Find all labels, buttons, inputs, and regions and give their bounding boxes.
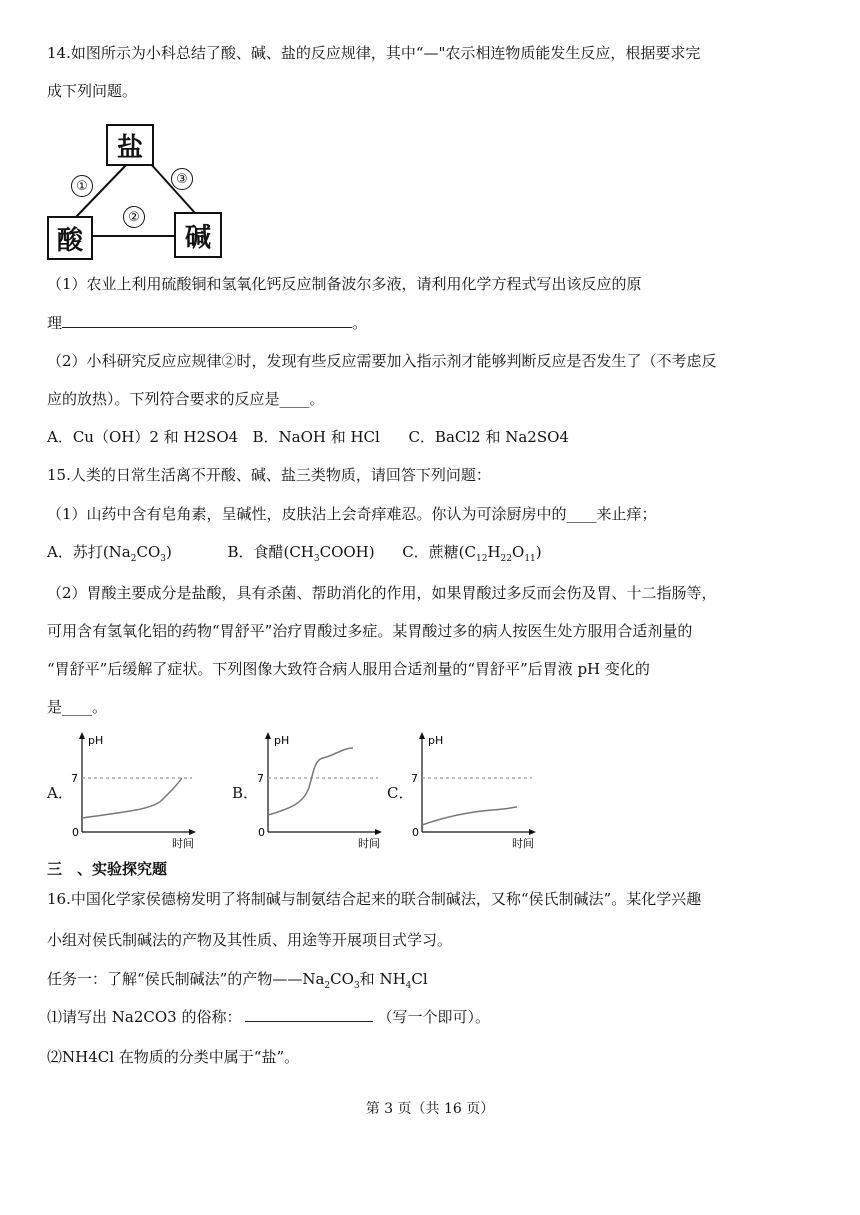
- q14-line1: 14.如图所示为小科总结了酸、碱、盐的反应规律，其中“—"农示相连物质能发生反应，根据要求完: [47, 44, 701, 62]
- q15-p2-line2: 可用含有氢氧化铝的药物“胃舒平”治疗胃酸过多症。某胃酸过多的病人按医生处方服用合适剂量的: [47, 622, 693, 640]
- q16-s2: ⑵NH4Cl 在物质的分类中属于“盐”。: [47, 1048, 300, 1066]
- q16-line1: 16.中国化学家侯德榜发明了将制碱与制氨结合起来的联合制碱法，又称“侯氏制碱法”。某化学兴趣: [47, 890, 702, 908]
- page-footer: 第 3 页（共 16 页）: [365, 1101, 495, 1117]
- graph-b-xlabel: 时间: [358, 837, 380, 850]
- circle-1: ①: [71, 175, 93, 197]
- reaction-diagram: [40, 118, 225, 260]
- q15-p2-line1: （2）胃酸主要成分是盐酸，具有杀菌、帮助消化的作用，如果胃酸过多反而会伤及胃、十二指肠等，: [47, 584, 717, 602]
- q16-s1: ⑴请写出 Na2CO3 的俗称： （写一个即可）。: [47, 1008, 490, 1026]
- q14-options: A．Cu（OH）2 和 H2SO4 B．NaOH 和 HCl C．BaCl2 和 Na2SO4: [47, 428, 569, 446]
- graph-b-ylabel: pH: [274, 734, 290, 747]
- q15-p2-line4: 是____。: [47, 698, 108, 716]
- circle-2: ②: [123, 206, 145, 228]
- graph-b-seven: 7: [257, 772, 264, 785]
- q14-p1-end: 。: [352, 314, 368, 332]
- q16-task1: 任务一：了解“侯氏制碱法”的产物$——Na_2CO_3$和 $NH_4Cl$: [47, 970, 428, 991]
- graph-b-label: B．: [232, 784, 259, 802]
- graph-a-seven: 7: [71, 772, 78, 785]
- q15-opt-b: B．食醋$(CH_3COOH)$: [227, 543, 375, 564]
- q14-line2: 成下列问题。: [47, 82, 138, 100]
- graph-a: [62, 730, 202, 850]
- q15-opt-c: C．蔗糖$(C_{12}H_{22}O_{11})$: [402, 543, 542, 564]
- acid-box: 酸: [47, 216, 93, 260]
- graph-c-zero: 0: [412, 826, 419, 839]
- q14-p1-line1: （1）农业上利用硫酸铜和氢氧化钙反应制备波尔多液，请利用化学方程式写出该反应的原: [47, 275, 642, 293]
- graph-b: [248, 730, 388, 850]
- section-title: 三 、实验探究题: [47, 860, 168, 878]
- q14-p1-li: 理: [47, 314, 63, 332]
- q16-line2: 小组对侯氏制碱法的产物及其性质、用途等开展项目式学习。: [47, 931, 453, 949]
- graph-c-label: C．: [387, 784, 414, 802]
- base-box: 碱: [174, 212, 222, 258]
- graph-a-xlabel: 时间: [172, 837, 194, 850]
- graph-a-zero: 0: [72, 826, 79, 839]
- circle-3: ③: [171, 168, 193, 190]
- answer-blank-equation[interactable]: [62, 313, 352, 328]
- q15-p1-line: （1）山药中含有皂角素，呈碱性，皮肤沾上会奇痒难忍。你认为可涂厨房中的____来止痒；: [47, 505, 657, 523]
- answer-blank-common-name[interactable]: [245, 1007, 373, 1022]
- graph-c-ylabel: pH: [428, 734, 444, 747]
- q14-p1-line2: [47, 312, 367, 334]
- graph-c: [402, 730, 542, 850]
- q15-p2-line3: “胃舒平”后缓解了症状。下列图像大致符合病人服用合适剂量的“胃舒平”后胃液 pH 变化的: [47, 660, 650, 678]
- q15-options: [47, 541, 542, 570]
- graph-c-seven: 7: [411, 772, 418, 785]
- salt-box: 盐: [106, 124, 154, 166]
- graph-a-ylabel: pH: [88, 734, 104, 747]
- graph-a-label: A．: [47, 784, 73, 802]
- q14-p2-line2: 应的放热）。下列符合要求的反应是____。: [47, 390, 325, 408]
- graph-c-xlabel: 时间: [512, 837, 534, 850]
- q15-opt-a: A．苏打$(Na_2CO_3)$: [47, 543, 172, 564]
- graph-b-zero: 0: [258, 826, 265, 839]
- q14-p2-line1: （2）小科研究反应应规律②时，发现有些反应需要加入指示剂才能够判断反应是否发生了（不考虑反: [47, 352, 717, 370]
- q15-line1: 15.人类的日常生活离不开酸、碱、盐三类物质，请回答下列问题：: [47, 466, 491, 484]
